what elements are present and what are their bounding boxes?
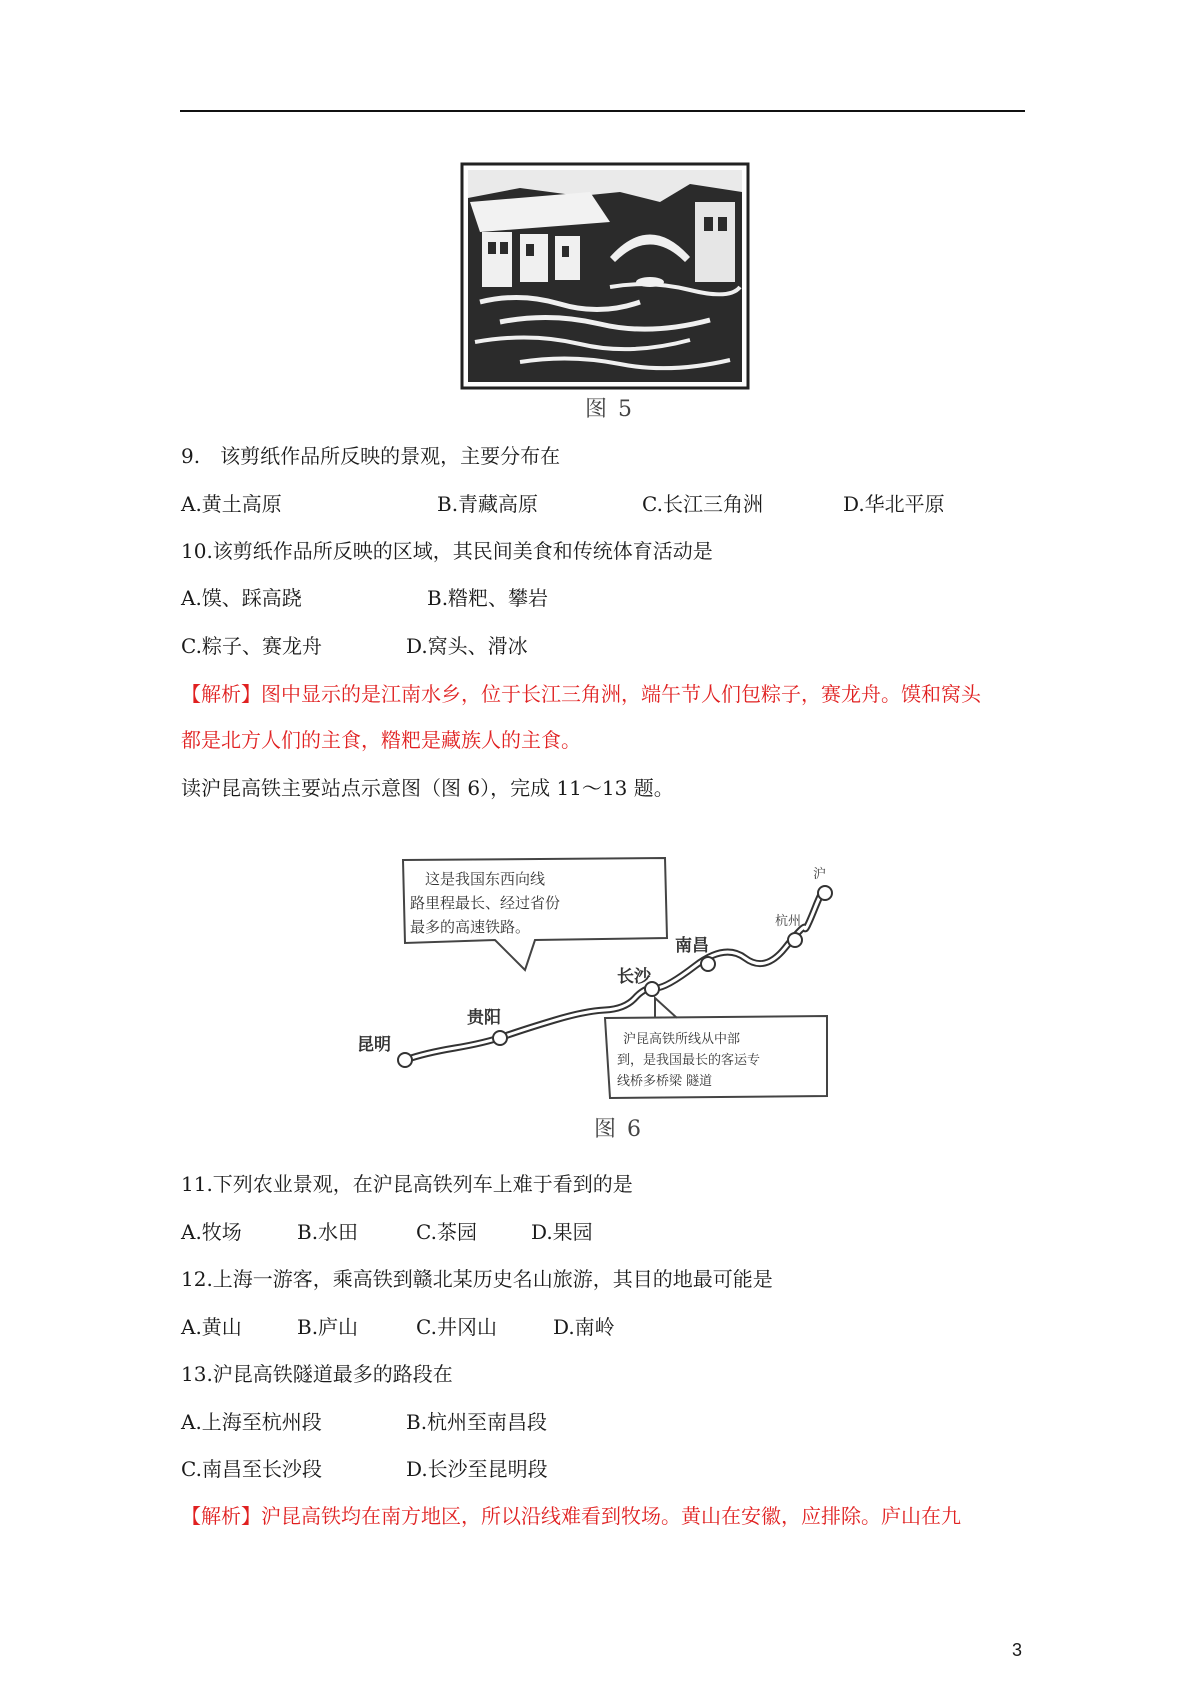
question-13-option-d: D.长沙至昆明段 [406, 1457, 548, 1481]
station-label-shanghai: 沪 [813, 867, 827, 882]
question-9-option-d: D.华北平原 [843, 492, 945, 516]
bubble-right-line-2: 到，是我国最长的客运专 [617, 1053, 761, 1068]
analysis-1-line-1: 【解析】图中显示的是江南水乡，位于长江三角洲，端午节人们包粽子，赛龙舟。馍和窝头 [181, 682, 981, 706]
question-12-option-d: D.南岭 [553, 1315, 615, 1339]
section-intro: 读沪昆高铁主要站点示意图（图 6），完成 11～13 题。 [181, 776, 674, 800]
question-10-option-a: A.馍、踩高跷 [181, 586, 302, 610]
header-rule [180, 110, 1025, 112]
bubble-left-line-1: 这是我国东西向线 [425, 870, 546, 888]
station-hangzhou-marker [788, 933, 802, 947]
question-9-stem: 9. 该剪纸作品所反映的景观，主要分布在 [181, 444, 561, 468]
station-kunming-marker [398, 1053, 412, 1067]
analysis-1-line-2: 都是北方人们的主食，糌粑是藏族人的主食。 [181, 728, 581, 752]
station-shanghai-marker [818, 886, 832, 900]
bubble-right-line-1: 沪昆高铁所线从中部 [623, 1032, 741, 1047]
question-9-option-b: B.青藏高原 [437, 492, 539, 516]
figure-5-papercut [460, 162, 750, 390]
bubble-right-line-3: 线桥多桥梁 隧道 [617, 1074, 713, 1089]
analysis-2-line-1: 【解析】沪昆高铁均在南方地区，所以沿线难看到牧场。黄山在安徽，应排除。庐山在九 [181, 1504, 961, 1528]
figure-5-caption: 图 5 [585, 397, 634, 422]
question-11-option-b: B.水田 [297, 1220, 359, 1244]
station-guiyang-marker [493, 1031, 507, 1045]
station-label-changsha: 长沙 [617, 967, 651, 987]
figure-6-railway-map [355, 848, 850, 1103]
question-13-option-b: B.杭州至南昌段 [406, 1410, 548, 1434]
question-11-stem: 11.下列农业景观，在沪昆高铁列车上难于看到的是 [181, 1172, 633, 1196]
question-11-option-d: D.果园 [531, 1220, 593, 1244]
question-10-stem: 10.该剪纸作品所反映的区域，其民间美食和传统体育活动是 [181, 539, 713, 563]
question-12-stem: 12.上海一游客，乘高铁到赣北某历史名山旅游，其目的地最可能是 [181, 1267, 773, 1291]
question-12-option-a: A.黄山 [181, 1315, 242, 1339]
figure-6-caption: 图 6 [594, 1117, 643, 1142]
station-label-guiyang: 贵阳 [467, 1008, 501, 1028]
bubble-left-line-3: 最多的高速铁路。 [410, 918, 531, 936]
question-11-option-c: C.茶园 [416, 1220, 477, 1244]
bubble-left-line-2: 路里程最长、经过省份 [410, 894, 561, 912]
question-9-option-a: A.黄土高原 [181, 492, 282, 516]
question-9-option-c: C.长江三角洲 [642, 492, 763, 516]
station-label-kunming: 昆明 [357, 1035, 391, 1055]
papercut-image [460, 162, 750, 390]
question-13-option-a: A.上海至杭州段 [181, 1410, 322, 1434]
station-label-nanchang: 南昌 [675, 936, 709, 956]
question-10-option-b: B.糌粑、攀岩 [427, 586, 549, 610]
question-10-option-c: C.粽子、赛龙舟 [181, 634, 322, 658]
question-11-option-a: A.牧场 [181, 1220, 242, 1244]
station-label-hangzhou: 杭州 [775, 914, 802, 929]
question-12-option-b: B.庐山 [297, 1315, 359, 1339]
question-10-option-d: D.窝头、滑冰 [406, 634, 528, 658]
page-number: 3 [1011, 1640, 1022, 1660]
station-nanchang-marker [701, 957, 715, 971]
question-12-option-c: C.井冈山 [416, 1315, 497, 1339]
question-13-option-c: C.南昌至长沙段 [181, 1457, 322, 1481]
question-13-stem: 13.沪昆高铁隧道最多的路段在 [181, 1362, 453, 1386]
